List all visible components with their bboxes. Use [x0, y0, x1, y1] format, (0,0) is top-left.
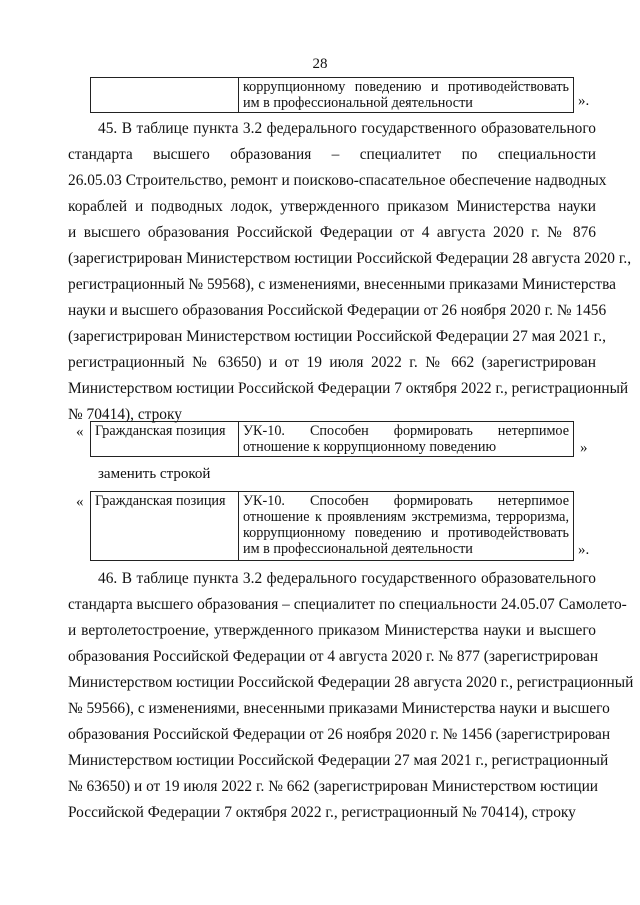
table-cell-competency-category	[91, 422, 239, 456]
table-cell-line: коррупционному поведению и противодействовать	[243, 525, 569, 541]
paragraph-line: стандарта высшего образования – специалитет по специальности	[68, 146, 596, 163]
paragraph-line: науки и высшего образования Российской Федерации от 26 ноября 2020 г. № 1456	[68, 302, 607, 319]
paragraph-46	[68, 566, 634, 826]
paragraph-45	[68, 116, 632, 428]
paragraph-line: Министерством юстиции Российской Федерации 7 октября 2022 г., регистрационный	[68, 380, 629, 397]
paragraph-line: образования Российской Федерации от 4 августа 2020 г. № 877 (зарегистрирован	[68, 648, 599, 665]
page-number: 28	[312, 56, 328, 72]
table-cell-line: отношение к проявлениям экстремизма, терроризма,	[243, 509, 569, 525]
table-cell-label: Гражданская позиция	[95, 493, 226, 509]
paragraph-line: Российской Федерации 7 октября 2022 г., регистрационный № 70414), строку	[68, 804, 576, 821]
table-cell-text	[239, 78, 573, 112]
replace-instruction: заменить строкой	[98, 466, 211, 482]
paragraph-line: и вертолетостроение, утвержденного приказом Министерства науки и высшего	[68, 622, 596, 639]
table-cell-empty	[91, 78, 239, 112]
closing-quote: ».	[578, 542, 590, 558]
paragraph-line: (зарегистрирован Министерством юстиции Российской Федерации 27 мая 2021 г.,	[68, 328, 606, 345]
paragraph-line: стандарта высшего образования – специалитет по специальности 24.05.07 Самолето-	[68, 596, 627, 613]
table-cell-line: отношение к коррупционному поведению	[243, 439, 497, 455]
paragraph-line: № 59566), с изменениями, внесенными приказами Министерства науки и высшего	[68, 700, 610, 717]
table-cell-competency-text	[239, 492, 573, 560]
table-cell-competency-category	[91, 492, 239, 560]
opening-quote: «	[76, 494, 84, 510]
table-cell-line: им в профессиональной деятельности	[243, 541, 473, 557]
new-table-row	[90, 491, 574, 561]
paragraph-line: 45. В таблице пункта 3.2 федерального государственного образовательного	[98, 120, 596, 137]
paragraph-line: № 70414), строку	[68, 406, 182, 423]
paragraph-line: № 63650) и от 19 июля 2022 г. № 662 (зарегистрирован Министерством юстиции	[68, 778, 599, 795]
table-cell-competency-text	[239, 422, 573, 456]
paragraph-line: 46. В таблице пункта 3.2 федерального государственного образовательного	[98, 570, 596, 587]
paragraph-line: Министерством юстиции Российской Федерации 27 мая 2021 г., регистрационный	[68, 752, 609, 769]
paragraph-line: и высшего образования Российской Федерации от 4 августа 2020 г. № 876	[68, 224, 596, 241]
opening-quote: «	[76, 424, 84, 440]
table-cell-line: УК-10. Способен формировать нетерпимое	[243, 493, 569, 509]
old-table-row	[90, 421, 574, 457]
paragraph-line: кораблей и подводных лодок, утвержденного приказом Министерства науки	[68, 198, 596, 215]
paragraph-line: 26.05.03 Строительство, ремонт и поисково-спасательное обеспечение надводных	[68, 172, 607, 189]
table-cell-line: коррупционному поведению и противодействовать	[243, 79, 569, 95]
closing-quote: ».	[578, 93, 590, 109]
closing-quote: »	[580, 440, 588, 456]
paragraph-line: образования Российской Федерации от 26 ноября 2020 г. № 1456 (зарегистрирован	[68, 726, 611, 743]
paragraph-line: регистрационный № 63650) и от 19 июля 2022 г. № 662 (зарегистрирован	[68, 354, 596, 371]
continued-table-row	[90, 77, 574, 113]
paragraph-line: Министерством юстиции Российской Федерации 28 августа 2020 г., регистрационный	[68, 674, 634, 691]
paragraph-line: регистрационный № 59568), с изменениями, внесенными приказами Министерства	[68, 276, 616, 293]
table-cell-line: УК-10. Способен формировать нетерпимое	[243, 423, 569, 439]
table-cell-label: Гражданская позиция	[95, 423, 226, 439]
table-cell-line: им в профессиональной деятельности	[243, 95, 473, 111]
paragraph-line: (зарегистрирован Министерством юстиции Российской Федерации 28 августа 2020 г.,	[68, 250, 632, 267]
